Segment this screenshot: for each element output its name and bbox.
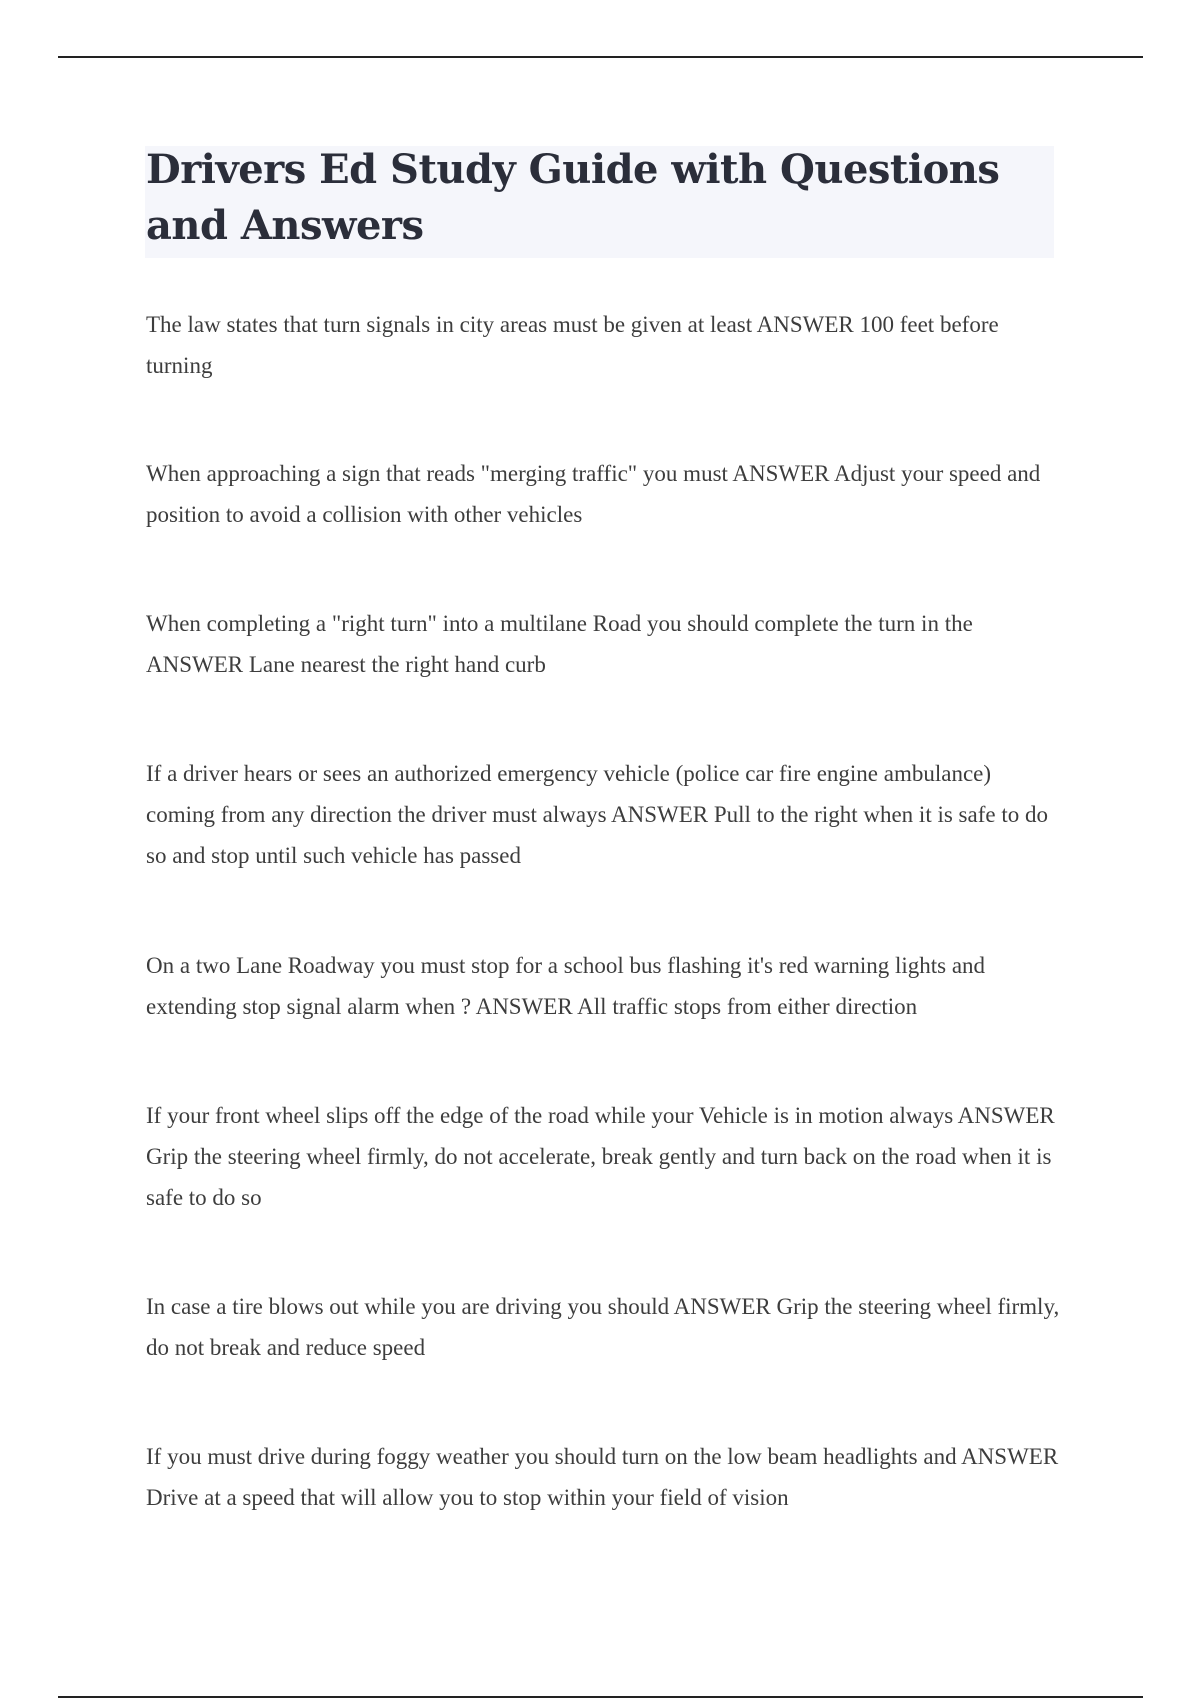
qa-item-5: On a two Lane Roadway you must stop for a school bus flashing it's red warning lights and extending stop signal alarm when ? ANSWER All traffic stops from either direction [146, 953, 986, 1019]
qa-item-4: If a driver hears or sees an authorized emergency vehicle (police car fire engine ambulance) coming from any direction the driver must always ANSWER Pull to the right when it is safe to do so and stop until such vehicle has passed [146, 761, 1048, 868]
qa-item-6: If your front wheel slips off the edge of the road while your Vehicle is in motion always ANSWER Grip the steering wheel firmly, do not accelerate, break gently and turn back on the road when it is safe to do so [146, 1103, 1055, 1210]
qa-item-3: When completing a "right turn" into a multilane Road you should complete the turn in the ANSWER Lane nearest the right hand curb [146, 611, 973, 677]
qa-item-1: The law states that turn signals in city areas must be given at least ANSWER 100 feet before turning [146, 312, 999, 378]
document-title: Drivers Ed Study Guide with Questions and Answers [146, 146, 1000, 249]
qa-item-2: When approaching a sign that reads "merging traffic" you must ANSWER Adjust your speed and position to avoid a collision with other vehicles [146, 461, 1041, 527]
qa-item-8: If you must drive during foggy weather you should turn on the low beam headlights and ANSWER Drive at a speed that will allow you to stop within your field of vision [146, 1444, 1059, 1510]
bottom-rule [58, 1696, 1143, 1698]
qa-item-7: In case a tire blows out while you are driving you should ANSWER Grip the steering wheel firmly, do not break and reduce speed [146, 1294, 1060, 1360]
top-rule [58, 56, 1143, 58]
